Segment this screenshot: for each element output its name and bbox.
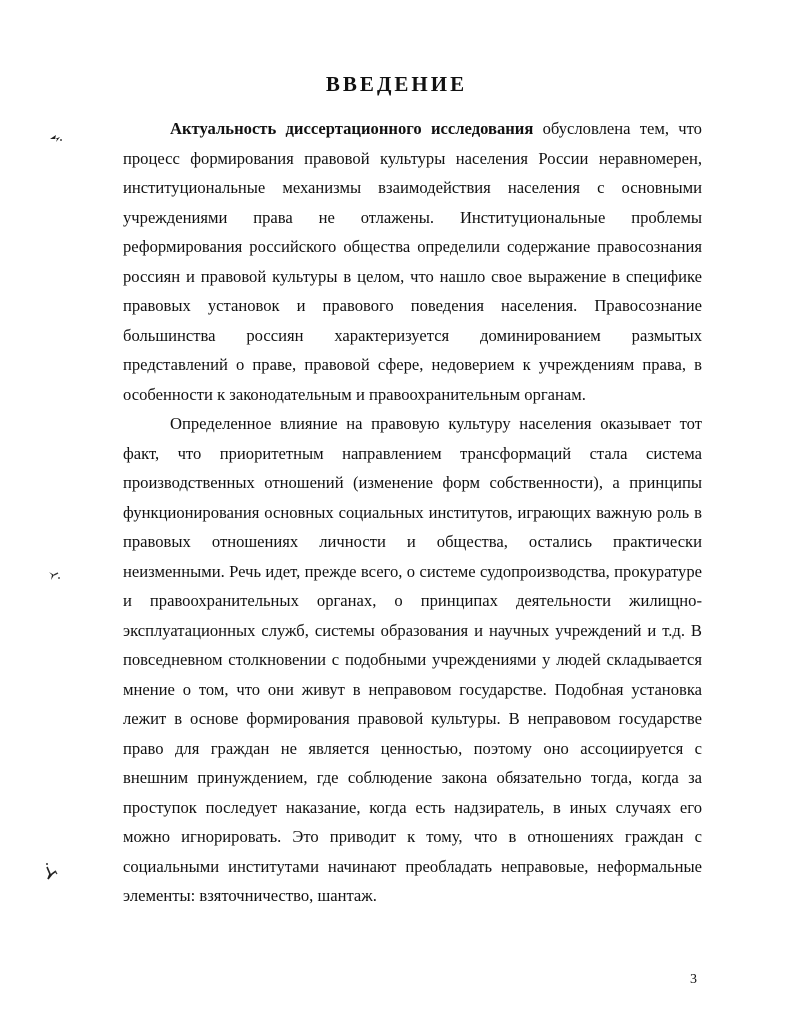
scan-artifact-mark xyxy=(42,862,60,880)
paragraph-1-text: обусловлена тем, что процесс формирования правовой культуры населения России неравномерен, институциональные механизмы взаимодействия населения с основными учреждениями права не отлажены. Институциональные проблемы реформирования российского общества определили содержание правосознания россиян и правовой культуры в целом, что нашло свое выражение в специфике правовых установок и правового поведения населения. Правосознание большинства россиян характеризуется доминированием размытых представлений о праве, правовой сфере, недоверием к учреждениям права, в особенности к законодательным и правоохранительным органам. xyxy=(123,119,702,404)
paragraph-1 xyxy=(123,114,702,409)
document-title: ВВЕДЕНИЕ xyxy=(325,72,468,96)
scan-artifact-mark xyxy=(47,130,65,148)
page-number: 3 xyxy=(690,972,697,987)
scan-artifact-mark xyxy=(45,566,63,584)
paragraph-2: Определенное влияние на правовую культуру населения оказывает тот факт, что приоритетным направлением трансформаций стала система производственных отношений (изменение форм собственности), а принципы функционирования основных социальных институтов, играющих важную роль в правовых отношениях личности и общества, остались практически неизменными. Речь идет, прежде всего, о системе судопроизводства, прокуратуре и правоохранительных органах, о принципах деятельности жилищно-эксплуатационных служб, системы образования и научных учреждений и т.д. В повседневном столкновении с подобными учреждениями у людей складывается мнение о том, что они живут в неправовом государстве. Подобная установка лежит в основе формирования правовой культуры. В неправовом государстве право для граждан не является ценностью, поэтому оно ассоциируется с внешним принуждением, где соблюдение закона обязательно тогда, когда за проступок последует наказание, когда есть надзиратель, в иных случаях его можно игнорировать. Это приводит к тому, что в отношениях граждан с социальными институтами начинают преобладать неправовые, неформальные элементы: взяточничество, шантаж. xyxy=(123,414,702,905)
paragraph-1-lead: Актуальность диссертационного исследования xyxy=(170,119,534,138)
document-body xyxy=(123,114,702,911)
